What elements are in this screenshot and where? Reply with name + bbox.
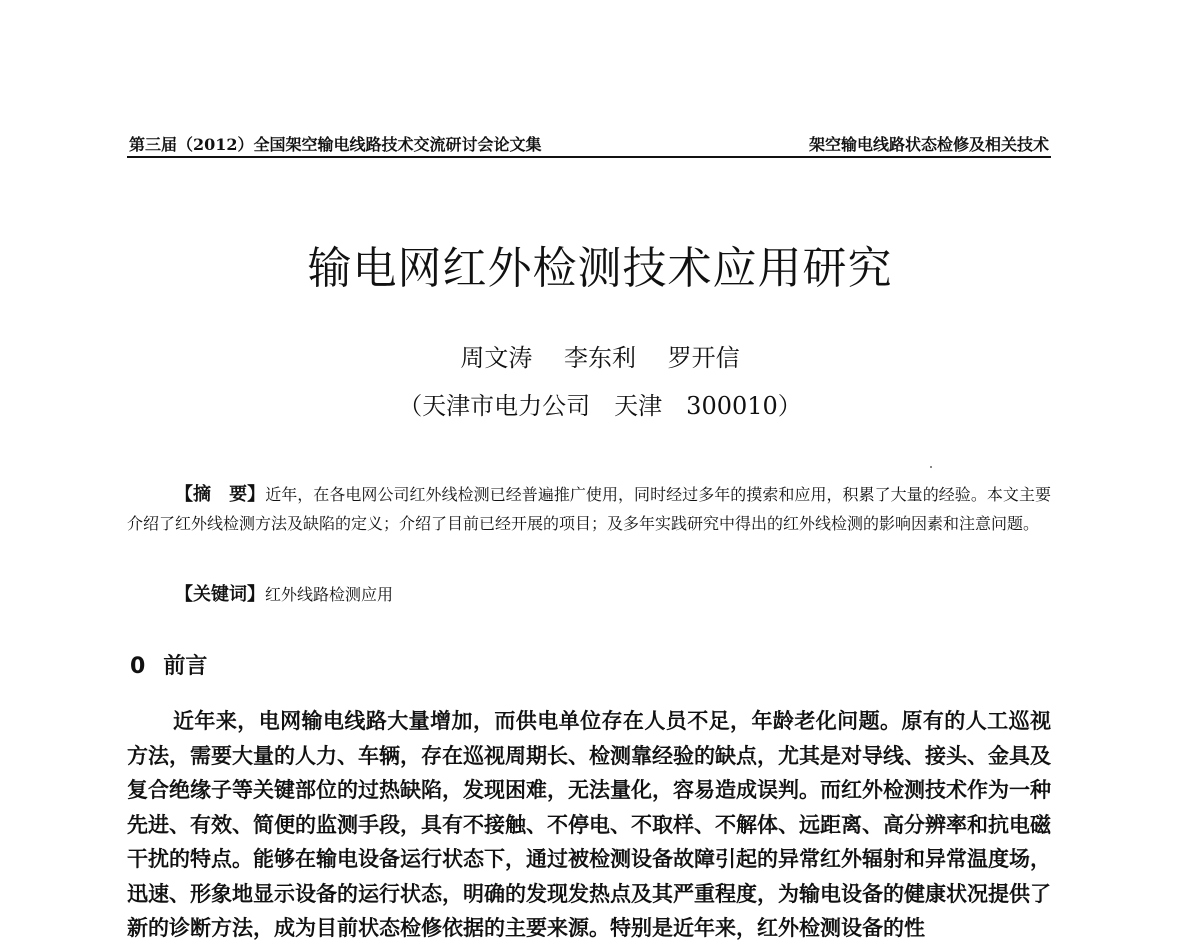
paper-title: 输电网红外检测技术应用研究 (307, 243, 893, 294)
keywords (175, 580, 393, 609)
running-header (127, 130, 1051, 158)
author-list (0, 338, 1200, 373)
section-heading (130, 649, 207, 680)
affiliation: （天津市电力公司 天津 300010） (398, 392, 802, 420)
header-proceedings-title: 第三届（2012）全国架空输电线路技术交流研讨会论文集 (129, 135, 542, 154)
body-paragraph: 近年来，电网输电线路大量增加，而供电单位存在人员不足，年龄老化问题。原有的人工巡视方法，需要大量的人力、车辆，存在巡视周期长、检测靠经验的缺点，尤其是对导线、接头、金具及复合绝缘子等关键部位的过热缺陷，发现困难，无法量化，容易造成误判。而红外检测技术作为一种先进、有效、简便的监测手段，具有不接触、不停电、不取样、不解体、远距离、高分辨率和抗电磁干扰的特点。能够在输电设备运行状态下，通过被检测设备故障引起的异常红外辐射和异常温度场，迅速、形象地显示设备的运行状态，明确的发现发热点及其严重程度，为输电设备的健康状况提供了新的诊断方法，成为目前状态检修依据的主要来源。特别是近年来，红外检测设备的性 (127, 708, 1051, 940)
author: 罗开信 (667, 344, 740, 372)
section-number: 0 (130, 654, 146, 679)
abstract-label: 【摘 要】 (175, 484, 266, 505)
header-section-title: 架空输电线路状态检修及相关技术 (808, 135, 1049, 154)
author: 周文涛 (460, 344, 533, 372)
abstract (127, 480, 1051, 538)
scan-speck (930, 466, 932, 468)
abstract-text: 近年，在各电网公司红外线检测已经普遍推广使用，同时经过多年的摸索和应用，积累了大量的经验。本文主要介绍了红外线检测方法及缺陷的定义；介绍了目前已经开展的项目；及多年实践研究中得出的红外线检测的影响因素和注意问题。 (127, 485, 1051, 533)
author: 李东利 (564, 344, 636, 372)
section-title: 前言 (163, 654, 208, 679)
keywords-text: 红外线路检测应用 (265, 585, 394, 604)
keywords-label: 【关键词】 (175, 584, 265, 605)
